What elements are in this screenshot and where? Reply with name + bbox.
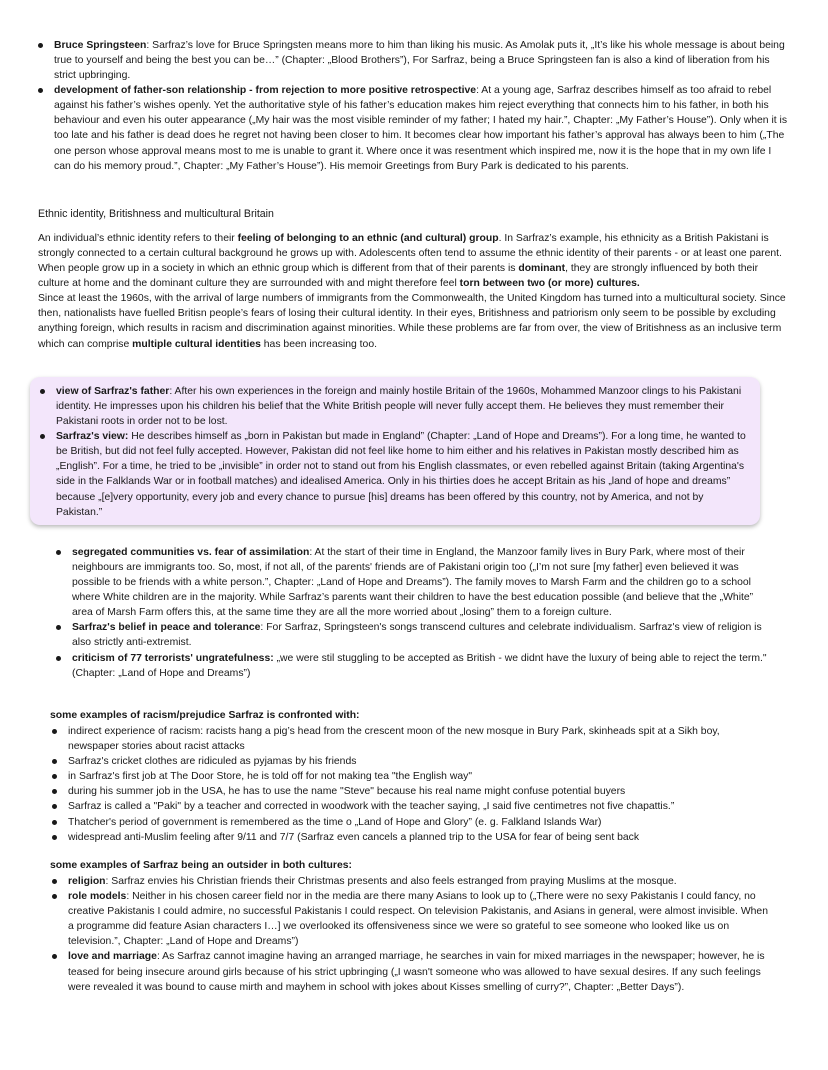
bold-run: feeling of belonging to an ethnic (and cultural) group — [237, 233, 499, 244]
list-item: Sarfraz's cricket clothes are ridiculed as pyjamas by his friends — [50, 754, 772, 769]
intro-paragraphs — [38, 231, 790, 352]
intro-paragraph-1 — [38, 231, 790, 291]
bullet-list-top — [36, 38, 788, 174]
list-item — [54, 651, 772, 681]
text-run: has been increasing too. — [260, 338, 377, 350]
list-item — [36, 38, 788, 83]
list-item: Sarfraz is called a "Paki" by a teacher and corrected in woodwork with the teacher saying, „I said five centimetres not five chapattis.” — [50, 799, 772, 814]
bullet-term: Sarfraz's view: — [56, 431, 129, 443]
text-run: Since at least the 1960s, with the arrival of large numbers of immigrants from the Commonwealth, the United Kingdom has turned into a multicultural society. Since then, nationalists have fuelled Britisn people’s fears of losing their cultural identity. In their eyes, Britishness and patriorism only seem to be possible by excluding anything foreign, which results in racism and discrimination against minorities. While these problems are far from over, the view of Britishness as an inclusive term which can comprise — [38, 293, 786, 350]
list-item — [50, 874, 772, 889]
list-item — [38, 429, 752, 519]
bullet-term: segregated communities vs. fear of assimilation — [72, 547, 310, 558]
bullet-text: : Sarfraz’s love for Bruce Springsten means more to him than liking his music. As Amolak puts it, „It’s like his whole message is about being true to yourself and being the best you can be…” (Chapter: „Blood Brothers”), For Sarfraz, being a Bruce Springsteen fan is also a kind of liberation from his strict upbringing. — [54, 40, 785, 82]
list-item: Thatcher's period of government is remembered as the time o „Land of Hope and Glory” (e. g. Falkland Islands War) — [50, 815, 772, 830]
list-item — [54, 620, 772, 650]
bold-run: multiple cultural identities — [132, 338, 261, 350]
bullet-text: He describes himself as „born in Pakistan but made in England” (Chapter: „Land of Hope and Dreams”). For a long time, he wanted to be British, but did not feel fully accepted. However, Pakistan did not feel like home to him either and his relatives in Pakistan mostly described him as „English”. For a time, he tried to be „invisible” in order not to stand out from his English classmates, or even rebelled against Britain (taking Argentina's side in the Falklands War or in football matches) and idealised America. Only in his thirties does he accept Britain as his „land of hope and dreams” because „[e]very opportunity, every job and every chance to pursue [his] dreams has been offered by this country, not by America, and not by Pakistan.” — [56, 431, 746, 518]
bullet-term: role models — [68, 891, 127, 903]
outsider-list — [50, 874, 772, 995]
bullet-term: Sarfraz's belief in peace and tolerance — [72, 622, 261, 634]
list-item: in Sarfraz's first job at The Door Store, he is told off for not making tea "the English way" — [50, 769, 772, 784]
text-run: An individual’s ethnic identity refers to their — [38, 233, 238, 244]
list-item — [50, 889, 772, 949]
highlight-list — [38, 384, 752, 520]
bullet-term: Bruce Springsteen — [54, 40, 147, 51]
list-item: indirect experience of racism: racists hang a pig’s head from the crescent moon of the new mosque in Bury Park, skinheads spit at a Sikh boy, newspaper stories about racist attacks — [50, 724, 772, 754]
bold-run: dominant — [518, 263, 566, 275]
section-heading: Ethnic identity, Britishness and multicultural Britain — [38, 208, 274, 220]
racism-heading: some examples of racism/prejudice Sarfraz is confronted with: — [50, 710, 360, 721]
bold-run: torn between two (or more) cultures. — [459, 278, 640, 290]
list-item — [38, 384, 752, 429]
bullet-list-mid — [54, 545, 772, 681]
list-item: widespread anti-Muslim feeling after 9/11 and 7/7 (Sarfraz even cancels a planned trip to the USA for fear of being sent back — [50, 830, 772, 845]
bullet-text: : At the start of their time in England, the Manzoor family lives in Bury Park, where most of their neighbours are immigrants too. So, most, if not all, of the parents' friends are of Pakistani origin too („I’m not sure [my father] even believed it was possible to be friends with a white person.”, Chapter: „Land of Hope and Dreams”). The family moves to Marsh Farm and the children go to a school where White children are in the majority. While Sarfraz’s parents want their children to have the best education possible (and believe that the „White” area of Marsh Farm offers this, at the same time they are all the more worried about „losing” them to a foreign culture. — [72, 547, 754, 619]
bullet-text: : As Sarfraz cannot imagine having an arranged marriage, he searches in vain for mixed marriages in the newspaper; however, he is teased for being insecure around girls because of his strict upbringing („I wasn't someone who was allowed to have sexual desires. If any such feelings were revealed it was bound to cause mirth and mayhem in school with jokes about Kisses smelling of curry?”, Chapter: „Better Days”). — [68, 951, 765, 993]
intro-paragraph-2 — [38, 291, 790, 351]
text-run: . In Sarfraz’s example, his ethnicity as a British Pakistani is strongly connected to a certain cultural background he grows up with. Adolescents often tend to assume the ethnic identity of their parents - or at least one parent. When people grow up in a society in which an ethnic group which is different from that of their parents is — [38, 233, 782, 275]
bullet-term: criticism of 77 terrorists' ungratefulness: — [72, 652, 274, 664]
highlight-box — [30, 377, 760, 525]
outsider-section — [50, 858, 772, 995]
bullet-term: love and marriage — [68, 951, 157, 963]
bullet-text: : For Sarfraz, Springsteen's songs transcend cultures and celebrate individualism. Sarfraz's view of religion is also strictly anti-extremist. — [72, 622, 762, 649]
list-item — [36, 83, 788, 173]
text-run: , they are strongly influenced by both their culture at home and the dominant culture they are surrounded with and might therefore feel — [38, 263, 759, 290]
list-item: during his summer job in the USA, he has to use the name "Steve" because his real name might confuse potential buyers — [50, 784, 772, 799]
bullet-term: development of father-son relationship - from rejection to more positive retrospective — [54, 85, 477, 97]
racism-section — [50, 708, 772, 845]
bullet-term: view of Sarfraz's father — [56, 386, 170, 397]
bullet-text: : Sarfraz envies his Christian friends their Christmas presents and also feels estranged from praying Muslims at the mosque. — [105, 876, 677, 888]
bullet-text: : At a young age, Sarfraz describes himself as too afraid to rebel against his father’s wishes openly. Yet the authoritative style of his father’s education makes him reject everything that connects him to his father, in both his behaviour and even his outer appearance („My hair was the most visible reminder of my father; I hated my hair.”, Chapter: „My Father’s House”). Only when it is too late and his father is dead does he regret not having been closer to him. It becomes clear how important his father’s approval has always been to him („The one person whose approval means most to me is unable to grant it. Where once it was resentment which inspired me, now it is the hope that in my own life I can do his memory proud.”, Chapter: „My Father’s House”). His memoir Greetings from Bury Park is dedicated to his parents. — [54, 85, 788, 172]
outsider-heading: some examples of Sarfraz being an outsider in both cultures: — [50, 860, 352, 871]
bullet-text: : After his own experiences in the foreign and mainly hostile Britain of the 1960s, Mohammed Manzoor clings to his Pakistani identity. He impresses upon his children his belief that the White British people will never fully accept them. He believes they must remember their Pakistani roots in order not to be lost. — [56, 386, 742, 428]
bullet-text: „we were stil stuggling to be accepted as British - we didnt have the luxury of being able to reject the term." (Chapter: „Land of Hope and Dreams”) — [72, 652, 767, 679]
list-item — [54, 545, 772, 620]
list-item — [50, 949, 772, 994]
racism-list — [50, 724, 772, 845]
bullet-term: religion — [68, 876, 106, 888]
bullet-text: : Neither in his chosen career field nor in the media are there many Asians to look up to („There were no sexy Pakistanis I could fancy, no creative Pakistanis I could admire, no successful Pakistanis I could respect. On television Pakistanis, and Asians in general, were almost invisible. When a programme did feature Asian characters I…] we overlooked its offensiveness since we were so grateful to see someone who looked like us on television.”, Chapter: „Land of Hope and Dreams”) — [68, 891, 768, 948]
